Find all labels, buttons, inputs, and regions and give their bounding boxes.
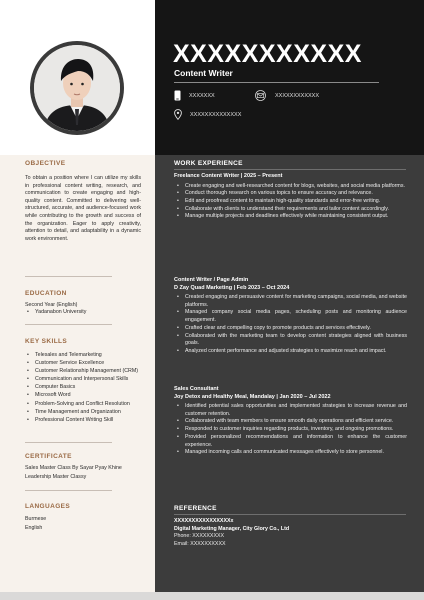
contact-location <box>174 109 241 120</box>
avatar-icon <box>34 45 120 131</box>
job-bullet: • Collaborated with team members to ensure smooth daily operations and efficient service. <box>174 418 407 426</box>
objective-heading: OBJECTIVE <box>25 160 66 167</box>
experience-divider <box>174 169 406 170</box>
job-entry <box>174 173 407 221</box>
education-list <box>25 309 86 316</box>
certificate-divider <box>25 490 112 491</box>
skill-item: • Problem-Solving and Conflict Resolution <box>25 400 151 408</box>
job-bullet: • Crafted clear and compelling copy to promote products and services effectively. <box>174 325 407 333</box>
job-bullet: • Manage multiple projects and deadlines effectively while maintaining consistent output. <box>174 213 407 221</box>
experience-heading: WORK EXPERIENCE <box>174 160 243 167</box>
certificate-line-1: Sales Master Class By Sayar Pyay Khine <box>25 465 122 471</box>
education-heading: EDUCATION <box>25 290 67 297</box>
job-company-line: D Zay Quad Marketing | Feb 2023 – Oct 2024 <box>174 284 290 291</box>
certificate-line-2: Leadership Master Classy <box>25 474 87 480</box>
reference-phone: Phone: XXXXXXXXX <box>174 533 225 539</box>
reference-email: Email: XXXXXXXXXX <box>174 540 226 547</box>
skill-item: • Computer Basics <box>25 383 151 391</box>
job-bullet: • Created engaging and persuasive content for marketing campaigns, social media, and website platforms. <box>174 294 407 309</box>
job-title-line: Sales Consultant <box>174 386 219 392</box>
job-entry <box>174 277 407 356</box>
job-bullet: • Conduct thorough research on various topics to ensure accuracy and relevance. <box>174 190 407 198</box>
skill-item: • Customer Relationship Management (CRM) <box>25 367 151 375</box>
contact-email <box>254 90 319 101</box>
education-school: • Yadanabon University <box>25 309 86 316</box>
skill-item: • Microsoft Word <box>25 391 151 399</box>
job-bullets <box>174 294 407 356</box>
skills-heading: KEY SKILLS <box>25 338 68 345</box>
job-bullet: • Collaborate with clients to understand their requirements and tailor content accordingly. <box>174 206 407 214</box>
job-bullet: • Identified potential sales opportunities and implemented strategies to increase revenue and customer retention. <box>174 403 407 418</box>
language-item: Burmese <box>25 516 47 522</box>
profile-photo <box>34 45 120 131</box>
job-entry <box>174 386 407 457</box>
contact-phone <box>174 90 215 101</box>
education-divider <box>25 324 112 325</box>
certificate-heading: CERTIFICATE <box>25 453 72 460</box>
candidate-name: XXXXXXXXXXX <box>173 40 362 68</box>
job-title-line: Content Writer / Page Admin <box>174 277 249 283</box>
skill-item: • Communication and Interpersonal Skills <box>25 375 151 383</box>
job-bullet: • Managed incoming calls and communicated messages effectively to store personnel. <box>174 449 407 457</box>
phone-value: XXXXXXX <box>189 92 215 99</box>
skill-item: • Professional Content Writing Skill <box>25 416 151 424</box>
header-divider <box>174 82 379 83</box>
job-company-line: Joy Detox and Healthy Meal, Mandalay | Jan 2020 – Jul 2022 <box>174 393 331 400</box>
mail-icon <box>254 90 267 101</box>
reference-name: XXXXXXXXXXXXXXXXx <box>174 518 234 524</box>
phone-icon <box>174 90 181 101</box>
job-title-line: Freelance Content Writer | 2025 – Present <box>174 173 283 179</box>
job-title: Content Writer <box>174 68 233 78</box>
job-bullet: • Edit and proofread content to maintain high-quality standards and error-free writing. <box>174 198 407 206</box>
job-bullet: • Create engaging and well-researched content for blogs, websites, and social media platforms. <box>174 183 407 191</box>
location-pin-icon <box>174 109 182 120</box>
reference-position: Digital Marketing Manager, City Glory Co., Ltd <box>174 525 290 532</box>
reference-heading: REFERENCE <box>174 505 217 512</box>
skills-divider <box>25 442 112 443</box>
job-bullet: • Analyzed content performance and adjusted strategies to maximize reach and impact. <box>174 348 407 356</box>
job-bullet: • Responded to customer inquiries regarding products, inventory, and ongoing promotions. <box>174 426 407 434</box>
email-value: XXXXXXXXXXXX <box>275 92 320 99</box>
objective-text: To obtain a position where I can utilize my skills in professional content writing, research, and communication to create engaging and high-quality content. Committed to delivering well-structured, accurate, and audience-focused work while contributing to the growth and success of the organization. Eager to apply creativity, attention to detail, and adaptability in a dynamic work environment. <box>25 175 141 242</box>
job-bullet: • Provided personalized recommendations and information to enhance the customer experience. <box>174 434 407 449</box>
objective-divider <box>25 276 112 277</box>
skills-list <box>25 351 151 424</box>
skill-item: • Telesales and Telemarketing <box>25 351 151 359</box>
reference-block <box>174 518 406 548</box>
job-bullet: • Collaborated with the marketing team to develop content strategies aligned with business goals. <box>174 333 407 348</box>
skill-item: • Customer Service Excellence <box>25 359 151 367</box>
job-bullets <box>174 403 407 457</box>
location-value: XXXXXXXXXXXXXX <box>190 111 242 118</box>
footer-strip <box>0 592 424 600</box>
languages-heading: LANGUAGES <box>25 503 71 510</box>
language-item: English <box>25 525 43 531</box>
job-bullet: • Managed company social media pages, scheduling posts and monitoring audience engagement. <box>174 309 407 324</box>
reference-divider <box>174 514 406 515</box>
education-level: Second Year (English) <box>25 302 78 308</box>
skill-item: • Time Management and Organization <box>25 408 151 416</box>
job-bullets <box>174 183 407 222</box>
